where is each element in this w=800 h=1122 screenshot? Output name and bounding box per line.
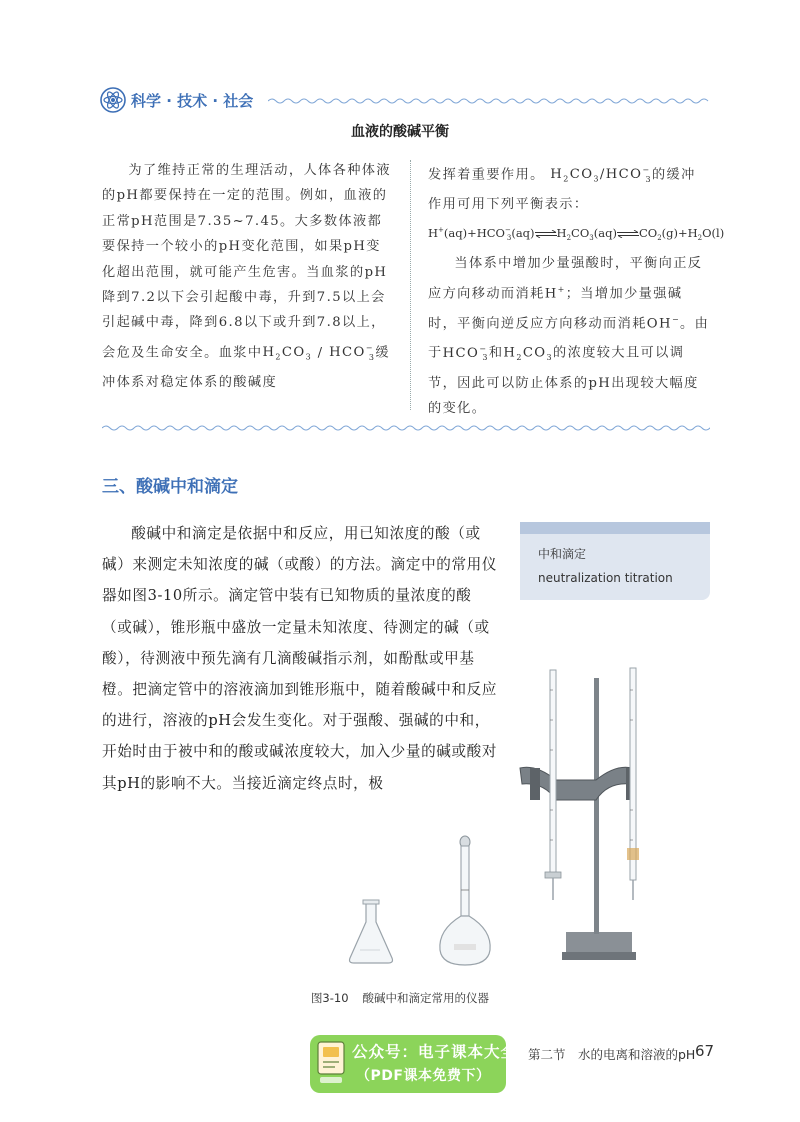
- section-heading: 三、酸碱中和滴定: [102, 477, 238, 497]
- box-right-column: 发挥着重要作用。 $H_2CO_3/HCO^-_3$的缓冲作用可用下列平衡表示： $H^+(aq)+HCO^-_3(aq)$ $H_2CO_3(aq)$ $CO_2(g)+H_2O(l)$ 当体系中增加少量强酸时，平衡向正反应方向移动而消耗H+；当增加少量强碱时，平衡向逆反应方向移动而消耗OH−。由于$HCO^-_3$和$H_2CO_3$的浓度较大且可以调节，因此可以防止体系的pH出现较大幅度的变化。: [428, 166, 725, 417]
- equilibrium-equation: $H^+(aq)+HCO^-_3(aq)$ $H_2CO_3(aq)$ $CO_2(g)+H_2O(l)$: [428, 225, 725, 242]
- column-divider: [410, 160, 411, 410]
- page-number: 67: [695, 1042, 715, 1060]
- box-title: 血液的酸碱平衡: [351, 124, 449, 140]
- formula-hco3: $HCO^-_3$: [329, 343, 376, 362]
- burette-clamp-icon: [520, 767, 636, 800]
- titration-apparatus-illustration: [330, 660, 650, 970]
- footer-section-title: 第二节 水的电离和溶液的pH: [528, 1047, 696, 1062]
- box-left-text: 为了维持正常的生理活动，人体各种体液的pH都要保持在一定的范围。例如，血液的正常pH范围是7.35~7.45。大多数体液都要保持一个较小的pH变化范围，如果pH变化超出范围，就可能产生危害。当血浆的pH降到7.2以下会引起酸中毒，升到7.5以上会引起碱中毒，降到6.8以下或升到7.8以上，会危及生命安全。血浆中: [102, 163, 391, 361]
- box-left-tail: 缓冲体系对稳定体系的酸碱度: [102, 345, 390, 391]
- textbook-logo-icon: [316, 1040, 346, 1086]
- watermark-line1: 公众号：电子课本大全: [352, 1043, 518, 1061]
- box-right-text8: 的浓度较大且可以调节，因此可以防止体系的pH出现较大幅度的变化。: [428, 345, 699, 417]
- formula-h2co3-hco3: $H_2CO_3/HCO^-_3$: [550, 166, 652, 185]
- watermark-line2: （PDF课本免费下）: [356, 1068, 491, 1084]
- main-paragraph-text: 酸碱中和滴定是依据中和反应，用已知浓度的酸（或碱）来测定未知浓度的碱（或酸）的方法。滴定中的常用仪器如图3-10所示。滴定管中装有已知物质的量浓度的酸（或碱），锥形瓶中盛放一定量未知浓度、待测定的碱（或酸），待测液中预先滴有几滴酸碱指示剂，如酚酞或甲基橙。把滴定管中的溶液滴加到锥形瓶中，随着酸碱中和反应的进行，溶液的pH会发生变化。对于强酸、强碱的中和，开始时由于被中和的酸或碱浓度较大，加入少量的碱或酸对其pH的影响不大。当接近滴定终点时，极: [102, 525, 498, 792]
- erlenmeyer-flask-icon: [350, 900, 393, 963]
- box-left-column: 为了维持正常的生理活动，人体各种体液的pH都要保持在一定的范围。例如，血液的正常pH范围是7.35~7.45。大多数体液都要保持一个较小的pH变化范围，如果pH变化超出范围，就可能产生危害。当血浆的pH降到7.2以下会引起酸中毒，升到7.5以上会引起碱中毒，降到6.8以下或升到7.8以上，会危及生命安全。血浆中$H_2CO_3 / HCO^-_3$缓冲体系对稳定体系的酸碱度: [102, 163, 391, 391]
- box-right-text1: 发挥着重要作用。: [428, 167, 545, 183]
- formula-h2co3: $H_2CO_3$: [262, 345, 313, 362]
- box-right-text5: 。由于: [428, 315, 710, 361]
- formula-hco3-b: $HCO^-_3$: [442, 344, 489, 363]
- figure-caption: [0, 990, 800, 1006]
- equilibrium-arrow-icon: [617, 230, 639, 238]
- atom-emblem-icon: [100, 87, 126, 113]
- box-category-label: 科学 · 技术 · 社会: [131, 92, 254, 110]
- equilibrium-arrow-icon: [535, 230, 557, 238]
- top-wavy-rule: [268, 96, 710, 106]
- bottom-wavy-rule: [102, 423, 710, 433]
- box-right-text2: 的缓冲作用可用下列平衡表示：: [428, 167, 696, 213]
- term-english: neutralization titration: [538, 571, 673, 585]
- figure-caption-text: 酸碱中和滴定常用的仪器: [362, 991, 490, 1005]
- box-right-text4: ；当增加少量强碱时，平衡向逆反应方向移动而消耗OH: [428, 286, 683, 331]
- box-right-text3: 当体系中增加少量强酸时，平衡向正反应方向移动而消耗H: [428, 256, 703, 302]
- term-chinese: 中和滴定: [538, 547, 587, 561]
- figure-number: 图3-10: [310, 991, 349, 1005]
- volumetric-flask-icon: [440, 836, 490, 965]
